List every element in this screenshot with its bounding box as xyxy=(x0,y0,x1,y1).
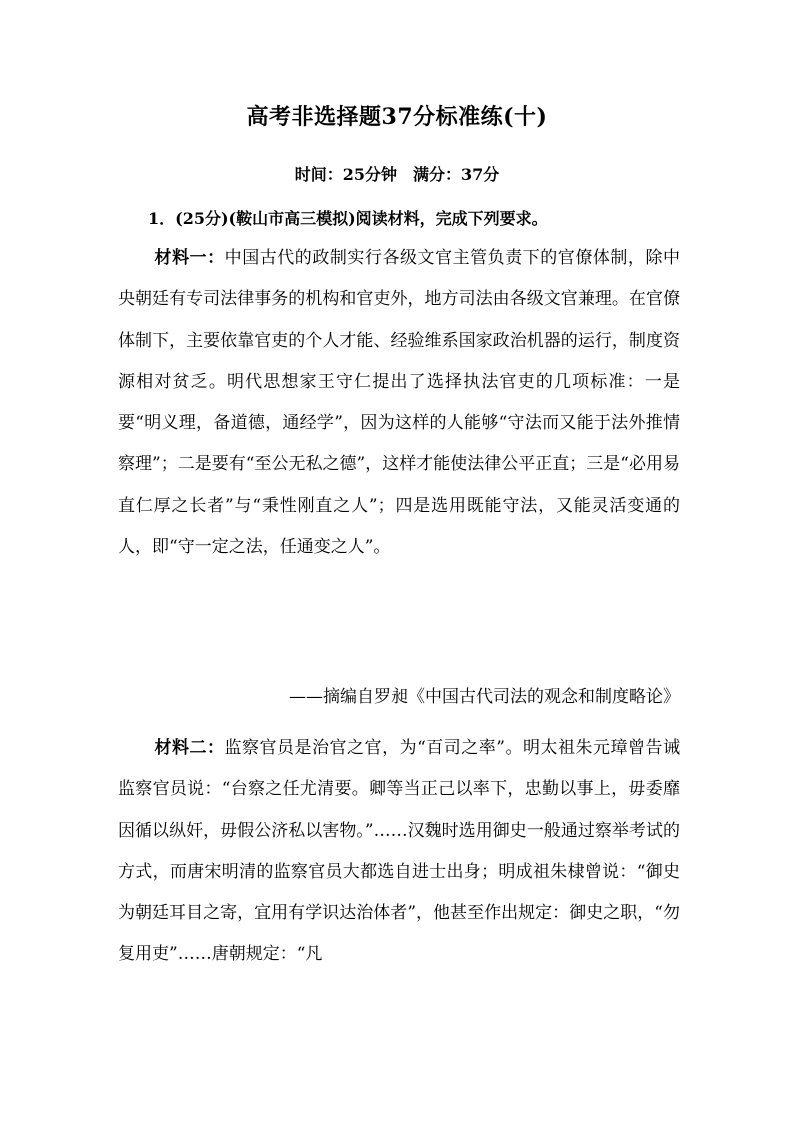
material-1-label: 材料一： xyxy=(154,248,225,268)
question-1-header: 1．(25分)(鞍山市高三模拟)阅读材料，完成下列要求。 xyxy=(148,209,548,228)
material-1-paragraph xyxy=(118,238,680,568)
page-title: 高考非选择题37分标准练(十) xyxy=(246,104,548,130)
time-score-info: 时间：25分钟 满分：37分 xyxy=(294,165,500,184)
material-2-label: 材料二： xyxy=(154,738,225,758)
material-1-source: ——摘编自罗昶《中国古代司法的观念和制度略论》 xyxy=(289,687,680,707)
material-1-text: 中国古代的政制实行各级文官主管负责下的官僚体制，除中央朝廷有专司法律事务的机构和官吏外，地方司法由各级文官兼理。在官僚体制下，主要依靠官吏的个人才能、经验维系国家政治机器的运行，制度资源相对贫乏。明代思想家王守仁提出了选择执法官吏的几项标准：一是要“明义理，备道德，通经学”，因为这样的人能够“守法而又能于法外推情察理”；二是要有“至公无私之德”，这样才能使法律公平正直；三是“必用易直仁厚之长者”与“秉性刚直之人”；四是选用既能守法，又能灵活变通的人，即“守一定之法，任通变之人”。 xyxy=(118,248,681,558)
material-2-text: 监察官员是治官之官，为“百司之率”。明太祖朱元璋曾告诫监察官员说：“台察之任尤清要。卿等当正己以率下，忠勤以事上，毋委靡因循以纵奸，毋假公济私以害物。”……汉魏时选用御史一般通过察举考试的方式，而唐宋明清的监察官员大都选自进士出身；明成祖朱棣曾说：“御史为朝廷耳目之寄，宜用有学识达治体者”，他甚至作出规定：御史之职，“勿复用吏”……唐朝规定：“凡 xyxy=(118,738,681,965)
material-2-paragraph xyxy=(118,728,680,976)
